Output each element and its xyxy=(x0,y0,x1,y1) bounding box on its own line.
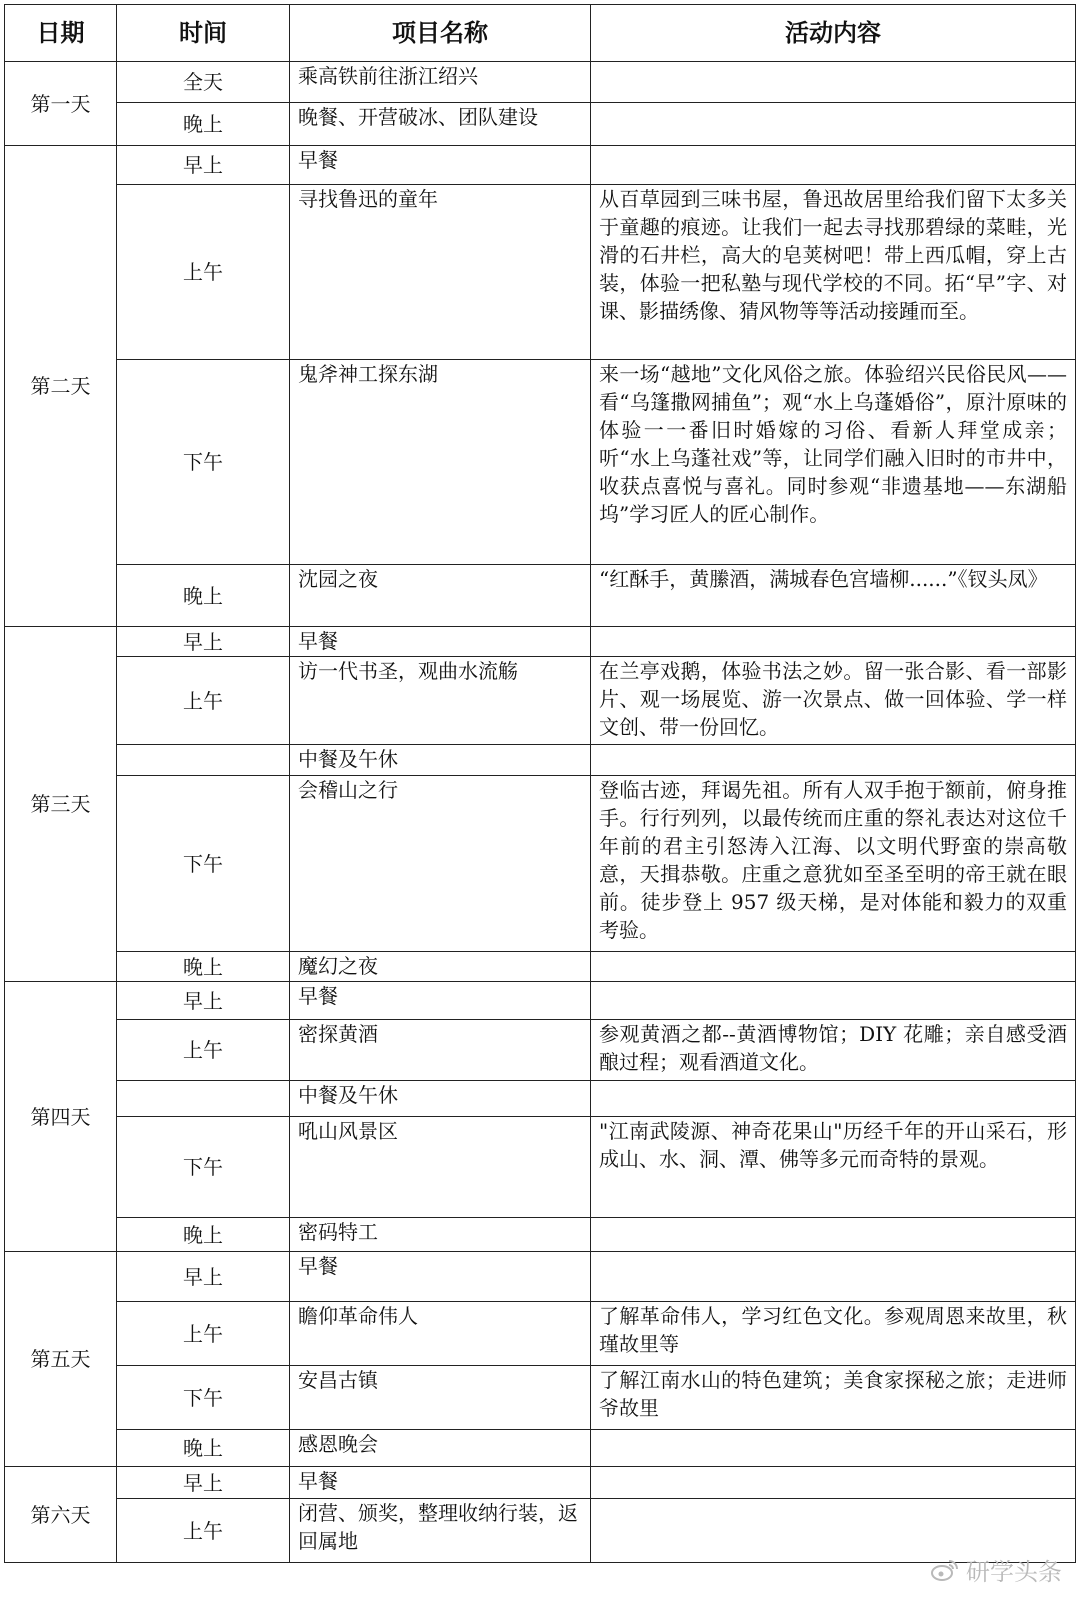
time-cell: 晚上 xyxy=(117,565,290,627)
table-row xyxy=(5,1499,1076,1563)
activity-cell xyxy=(591,1081,1076,1117)
day-cell: 第六天 xyxy=(5,1467,117,1563)
project-cell: 会稽山之行 xyxy=(290,776,591,952)
time-cell: 上午 xyxy=(117,1020,290,1081)
time-cell: 晚上 xyxy=(117,1218,290,1252)
time-cell: 上午 xyxy=(117,1302,290,1366)
time-cell: 上午 xyxy=(117,185,290,360)
table-row xyxy=(5,565,1076,627)
table-row xyxy=(5,1302,1076,1366)
activity-cell: "江南武陵源、神奇花果山"历经千年的开山采石，形成山、水、洞、潭、佛等多元而奇特的景观。 xyxy=(591,1117,1076,1218)
project-cell: 沈园之夜 xyxy=(290,565,591,627)
project-cell: 早餐 xyxy=(290,1467,591,1499)
time-cell: 下午 xyxy=(117,776,290,952)
time-cell xyxy=(117,1081,290,1117)
table-row xyxy=(5,982,1076,1020)
table-row xyxy=(5,952,1076,982)
activity-cell xyxy=(591,745,1076,776)
project-cell: 访一代书圣，观曲水流觞 xyxy=(290,657,591,745)
time-cell: 早上 xyxy=(117,1467,290,1499)
header-row xyxy=(5,5,1076,62)
project-cell: 早餐 xyxy=(290,146,591,185)
day-cell: 第三天 xyxy=(5,627,117,982)
project-cell: 瞻仰革命伟人 xyxy=(290,1302,591,1366)
table-row xyxy=(5,1430,1076,1467)
project-cell: 早餐 xyxy=(290,1252,591,1302)
table-row xyxy=(5,1117,1076,1218)
time-cell: 早上 xyxy=(117,146,290,185)
day-cell: 第五天 xyxy=(5,1252,117,1467)
time-cell: 上午 xyxy=(117,1499,290,1563)
table-row xyxy=(5,360,1076,565)
table-row xyxy=(5,62,1076,103)
table-row xyxy=(5,1252,1076,1302)
table-row xyxy=(5,103,1076,146)
activity-cell xyxy=(591,1467,1076,1499)
watermark-text: 研学头条 xyxy=(966,1558,1062,1586)
time-cell: 全天 xyxy=(117,62,290,103)
project-cell: 感恩晚会 xyxy=(290,1430,591,1467)
activity-cell xyxy=(591,1430,1076,1467)
table-row xyxy=(5,146,1076,185)
header-activity: 活动内容 xyxy=(591,5,1076,62)
activity-cell: 在兰亭戏鹅，体验书法之妙。留一张合影、看一部影片、观一场展览、游一次景点、做一回体验、学一样文创、带一份回忆。 xyxy=(591,657,1076,745)
project-cell: 闭营、颁奖，整理收纳行装，返回属地 xyxy=(290,1499,591,1563)
weibo-icon xyxy=(930,1558,960,1582)
project-cell: 中餐及午休 xyxy=(290,745,591,776)
project-cell: 乘高铁前往浙江绍兴 xyxy=(290,62,591,103)
day-cell: 第四天 xyxy=(5,982,117,1252)
project-cell: 密码特工 xyxy=(290,1218,591,1252)
activity-cell xyxy=(591,1252,1076,1302)
activity-cell xyxy=(591,627,1076,657)
time-cell: 晚上 xyxy=(117,952,290,982)
project-cell: 密探黄酒 xyxy=(290,1020,591,1081)
table-row xyxy=(5,1366,1076,1430)
time-cell: 早上 xyxy=(117,982,290,1020)
time-cell: 下午 xyxy=(117,360,290,565)
time-cell xyxy=(117,745,290,776)
table-row xyxy=(5,1218,1076,1252)
project-cell: 吼山风景区 xyxy=(290,1117,591,1218)
header-project: 项目名称 xyxy=(290,5,591,62)
table-row xyxy=(5,1081,1076,1117)
watermark xyxy=(930,1552,1062,1587)
activity-cell xyxy=(591,952,1076,982)
project-cell: 晚餐、开营破冰、团队建设 xyxy=(290,103,591,146)
header-time: 时间 xyxy=(117,5,290,62)
project-cell: 早餐 xyxy=(290,982,591,1020)
day-cell: 第二天 xyxy=(5,146,117,627)
time-cell: 早上 xyxy=(117,1252,290,1302)
time-cell: 早上 xyxy=(117,627,290,657)
table-row xyxy=(5,745,1076,776)
time-cell: 晚上 xyxy=(117,103,290,146)
table-row xyxy=(5,1467,1076,1499)
itinerary-table xyxy=(4,4,1076,1563)
activity-cell xyxy=(591,62,1076,103)
activity-cell: 了解革命伟人，学习红色文化。参观周恩来故里，秋瑾故里等 xyxy=(591,1302,1076,1366)
activity-cell xyxy=(591,103,1076,146)
table-row xyxy=(5,657,1076,745)
project-cell: 寻找鲁迅的童年 xyxy=(290,185,591,360)
table-row xyxy=(5,776,1076,952)
activity-cell xyxy=(591,146,1076,185)
activity-cell: “红酥手，黄縢酒，满城春色宫墙柳......”《钗头凤》 xyxy=(591,565,1076,627)
activity-cell xyxy=(591,982,1076,1020)
project-cell: 鬼斧神工探东湖 xyxy=(290,360,591,565)
project-cell: 早餐 xyxy=(290,627,591,657)
activity-cell: 了解江南水山的特色建筑；美食家探秘之旅；走进师爷故里 xyxy=(591,1366,1076,1430)
table-row xyxy=(5,1020,1076,1081)
time-cell: 上午 xyxy=(117,657,290,745)
activity-cell: 登临古迹，拜谒先祖。所有人双手抱于额前，俯身推手。行行列列，以最传统而庄重的祭礼表达对这位千年前的君主引怒涛入江海、以文明代野蛮的崇高敬意，天揖恭敬。庄重之意犹如至圣至明的帝王就在眼前。徒步登上 957 级天梯，是对体能和毅力的双重考验。 xyxy=(591,776,1076,952)
time-cell: 下午 xyxy=(117,1366,290,1430)
table-row xyxy=(5,185,1076,360)
table-row xyxy=(5,627,1076,657)
activity-cell xyxy=(591,1218,1076,1252)
day-cell: 第一天 xyxy=(5,62,117,146)
time-cell: 下午 xyxy=(117,1117,290,1218)
header-day: 日期 xyxy=(5,5,117,62)
project-cell: 安昌古镇 xyxy=(290,1366,591,1430)
activity-cell: 参观黄酒之都--黄酒博物馆；DIY 花雕；亲自感受酒酿过程；观看酒道文化。 xyxy=(591,1020,1076,1081)
time-cell: 晚上 xyxy=(117,1430,290,1467)
project-cell: 魔幻之夜 xyxy=(290,952,591,982)
project-cell: 中餐及午休 xyxy=(290,1081,591,1117)
activity-cell: 来一场“越地”文化风俗之旅。体验绍兴民俗民风——看“乌篷撒网捕鱼”；观“水上乌蓬婚俗”，原汁原味的体验一一番旧时婚嫁的习俗、看新人拜堂成亲；听“水上乌蓬社戏”等，让同学们融入旧时的市井中，收获点喜悦与喜礼。同时参观“非遗基地——东湖船坞”学习匠人的匠心制作。 xyxy=(591,360,1076,565)
activity-cell: 从百草园到三味书屋，鲁迅故居里给我们留下太多关于童趣的痕迹。让我们一起去寻找那碧绿的菜畦，光滑的石井栏，高大的皂荚树吧！带上西瓜帽，穿上古装，体验一把私塾与现代学校的不同。拓“早”字、对课、影描绣像、猜风物等等活动接踵而至。 xyxy=(591,185,1076,360)
